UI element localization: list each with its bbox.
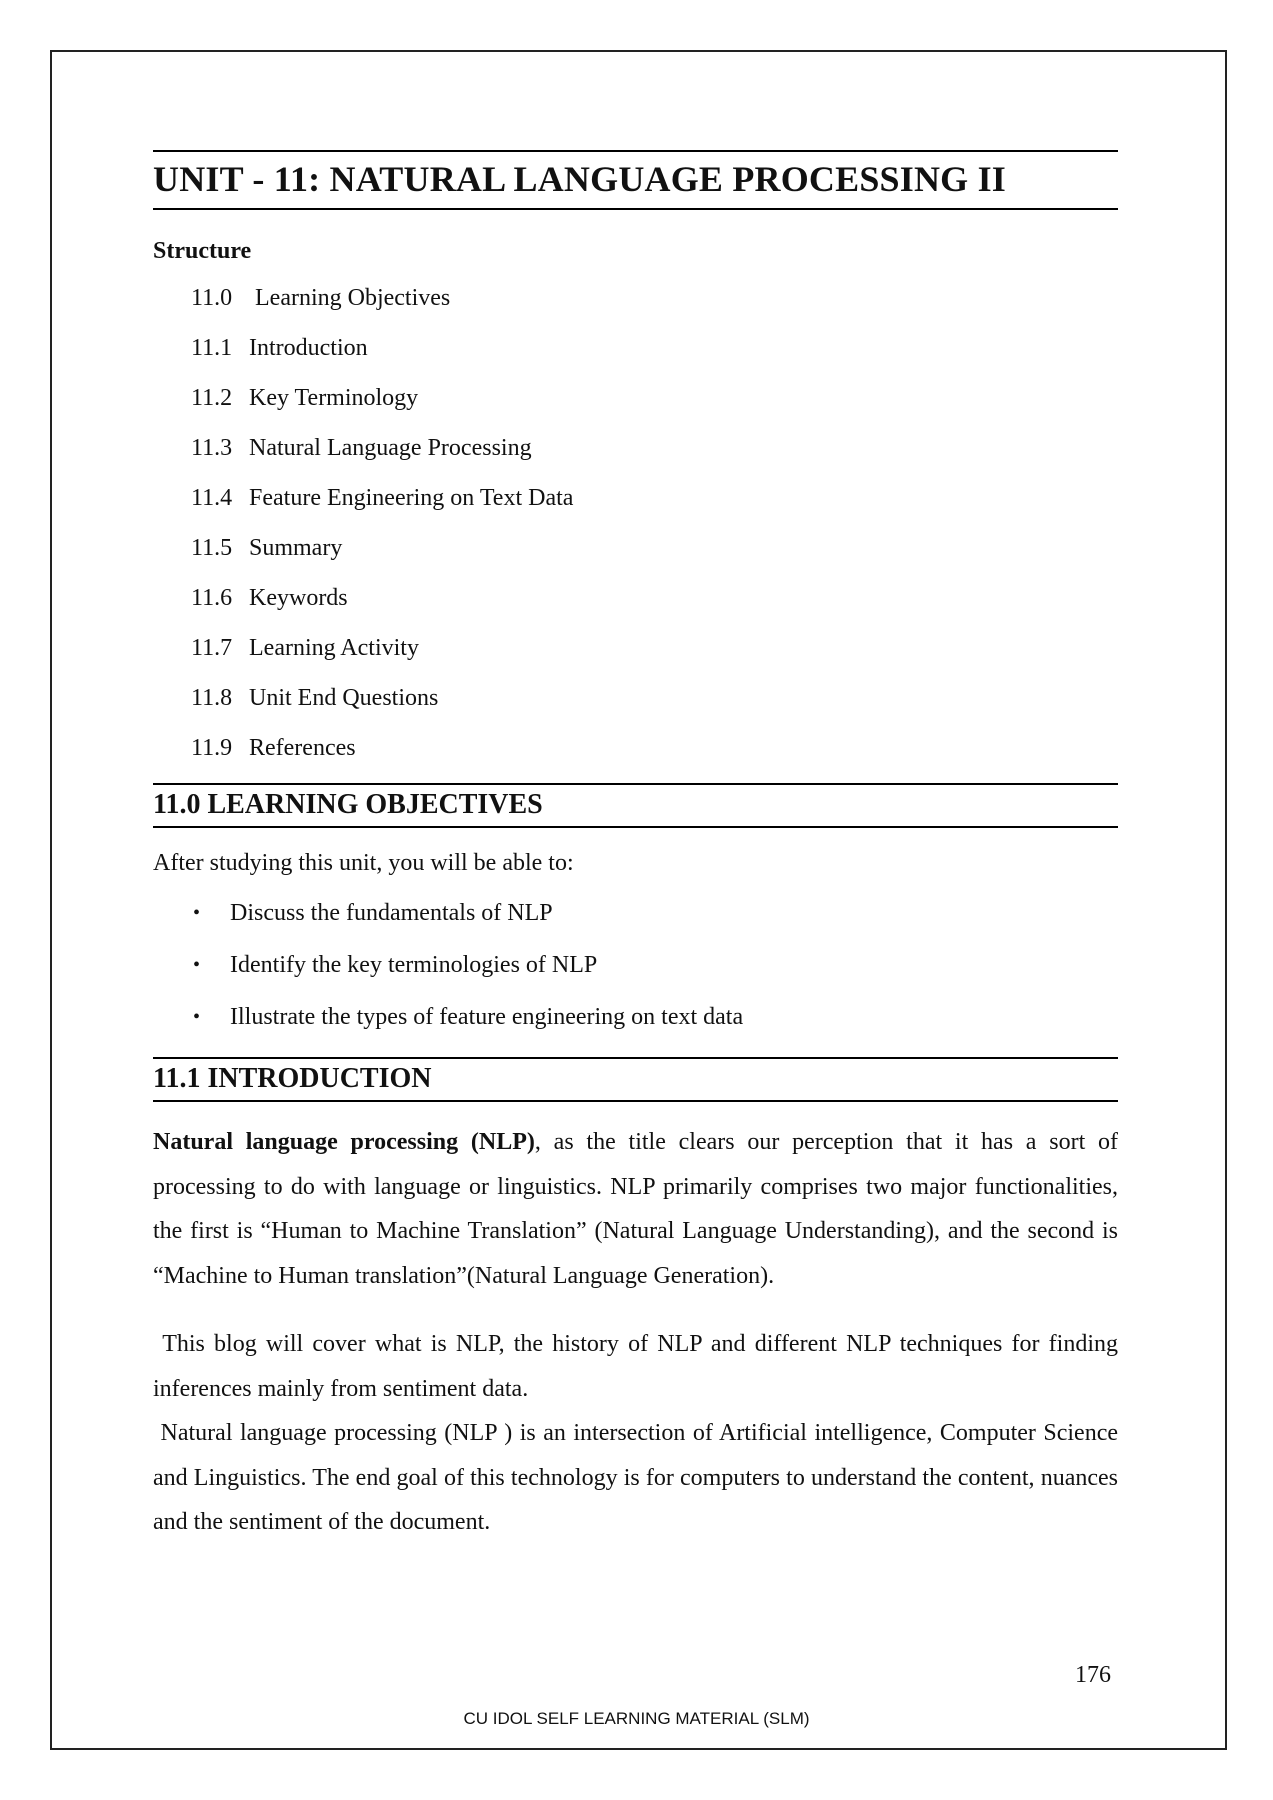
structure-heading: Structure xyxy=(153,238,252,264)
structure-item: 11.4 Feature Engineering on Text Data xyxy=(191,485,574,511)
bullet-icon: • xyxy=(193,902,201,924)
structure-item: 11.9 References xyxy=(191,735,356,761)
objectives-list xyxy=(153,887,1118,1043)
structure-item: 11.7 Learning Activity xyxy=(191,635,419,661)
objective-item: • Discuss the fundamentals of NLP xyxy=(153,887,1118,939)
learning-objectives-heading: 11.0 LEARNING OBJECTIVES xyxy=(153,783,1118,828)
structure-item: 11.3 Natural Language Processing xyxy=(191,435,532,461)
page-number: 176 xyxy=(1075,1662,1111,1688)
objective-item: • Illustrate the types of feature engineering on text data xyxy=(153,991,1118,1043)
structure-item: 11.2 Key Terminology xyxy=(191,385,419,411)
objective-item: • Identify the key terminologies of NLP xyxy=(153,939,1118,991)
nlp-term: Natural language processing (NLP) xyxy=(153,1129,535,1155)
intro-paragraph-2: This blog will cover what is NLP, the history of NLP and different NLP techniques for finding inferences mainly from sentiment data. xyxy=(153,1331,1119,1402)
structure-item: 11.0 Learning Objectives xyxy=(191,285,451,311)
structure-list xyxy=(153,273,1118,773)
intro-paragraph-3: Natural language processing (NLP ) is an intersection of Artificial intelligence, Computer Science and Linguistics. The end goal of this technology is for computers to understand the content, nuances and the sentiment of the document. xyxy=(153,1420,1119,1535)
structure-item: 11.1 Introduction xyxy=(191,335,368,361)
page-content xyxy=(153,150,1118,1545)
unit-title-block xyxy=(153,150,1118,210)
bullet-icon: • xyxy=(193,1006,201,1028)
structure-item: 11.6 Keywords xyxy=(191,585,348,611)
bullet-icon: • xyxy=(193,954,201,976)
intro-paragraph-1: Natural language processing (NLP), as the title clears our perception that it has a sort of processing to do with language or linguistics. NLP primarily comprises two major functionalities, the first is “Human to Machine Translation” (Natural Language Understanding), and the second is “Machine to Human translation”(Natural Language Generation). xyxy=(153,1129,1118,1289)
objectives-intro: After studying this unit, you will be able to: xyxy=(153,850,574,876)
structure-item: 11.5 Summary xyxy=(191,535,343,561)
structure-item: 11.8 Unit End Questions xyxy=(191,685,439,711)
footer-text: CU IDOL SELF LEARNING MATERIAL (SLM) xyxy=(463,1709,810,1728)
introduction-heading: 11.1 INTRODUCTION xyxy=(153,1057,1118,1102)
unit-title: UNIT - 11: NATURAL LANGUAGE PROCESSING II xyxy=(153,159,1007,199)
